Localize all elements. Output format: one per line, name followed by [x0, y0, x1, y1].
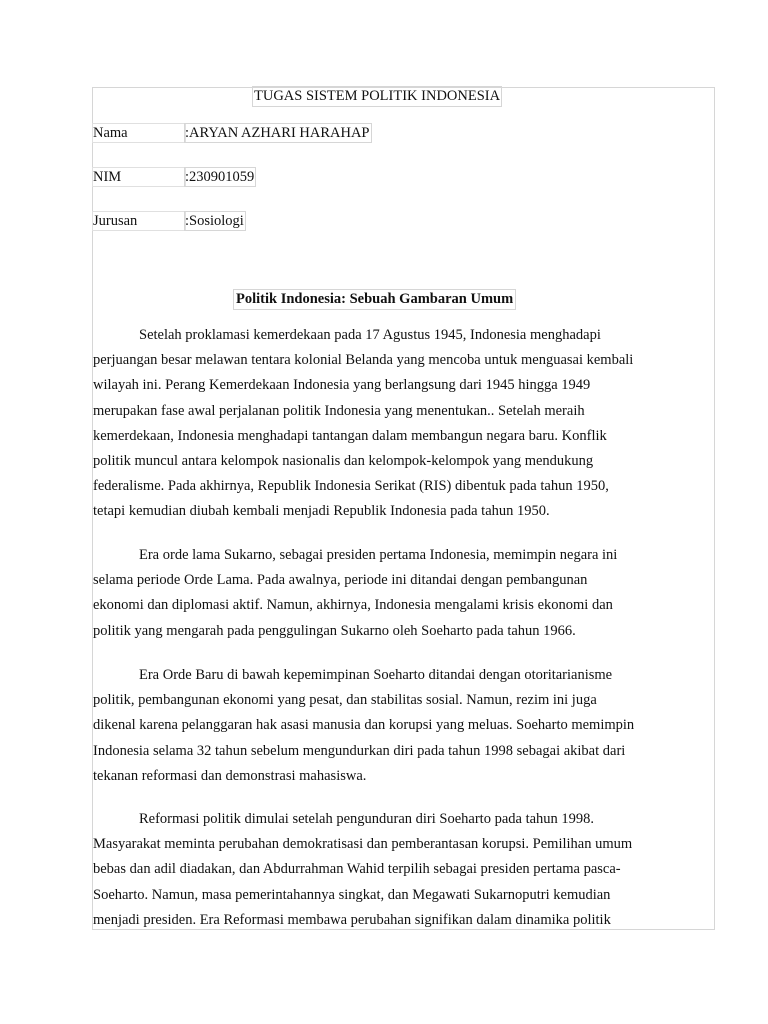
- paragraph-line: ekonomi dan diplomasi aktif. Namun, akhirnya, Indonesia mengalami krisis ekonomi dan: [93, 597, 613, 614]
- paragraph-line: tetapi kemudian diubah kembali menjadi Republik Indonesia pada tahun 1950.: [93, 503, 550, 520]
- paragraph-line: perjuangan besar melawan tentara kolonial Belanda yang mencoba untuk menguasai kembali: [93, 352, 634, 369]
- field-value: :230901059: [185, 169, 255, 185]
- paragraph-line: Era orde lama Sukarno, sebagai presiden pertama Indonesia, memimpin negara ini: [139, 547, 618, 563]
- paragraph-line: dikenal karena pelanggaran hak asasi manusia dan korupsi yang meluas. Soeharto memimpin: [93, 717, 635, 734]
- field-row-jurusan: [93, 212, 245, 230]
- paragraph-line: politik, pembangunan ekonomi yang pesat, dan stabilitas sosial. Namun, rezim ini juga: [93, 692, 597, 709]
- paragraph-line: Era Orde Baru di bawah kepemimpinan Soeharto ditandai dengan otoritarianisme: [139, 667, 613, 683]
- field-value: :ARYAN AZHARI HARAHAP: [185, 125, 370, 141]
- paragraph-line: Reformasi politik dimulai setelah pengunduran diri Soeharto pada tahun 1998.: [139, 811, 595, 827]
- paragraph-line: federalisme. Pada akhirnya, Republik Indonesia Serikat (RIS) dibentuk pada tahun 1950,: [93, 478, 609, 495]
- paragraph-line: Setelah proklamasi kemerdekaan pada 17 Agustus 1945, Indonesia menghadapi: [139, 327, 601, 343]
- paragraph-line: Soeharto. Namun, masa pemerintahannya singkat, dan Megawati Sukarnoputri kemudian: [93, 886, 611, 903]
- paragraph-line: wilayah ini. Perang Kemerdekaan Indonesia yang berlangsung dari 1945 hingga 1949: [93, 377, 591, 394]
- paragraph-4: [93, 807, 683, 933]
- field-label: Jurusan: [93, 212, 185, 230]
- field-value: :Sosiologi: [185, 213, 244, 229]
- paragraph-line: selama periode Orde Lama. Pada awalnya, periode ini ditandai dengan pembangunan: [93, 572, 588, 589]
- paragraph-line: Indonesia selama 32 tahun sebelum mengundurkan diri pada tahun 1998 sebagai akibat dari: [93, 742, 626, 759]
- document-title: TUGAS SISTEM POLITIK INDONESIA: [254, 88, 501, 104]
- field-label: Nama: [93, 124, 185, 142]
- paragraph-1: [93, 323, 683, 525]
- section-heading: Politik Indonesia: Sebuah Gambaran Umum: [236, 291, 514, 307]
- paragraph-line: merupakan fase awal perjalanan politik Indonesia yang menentukan.. Setelah meraih: [93, 402, 585, 419]
- paragraph-line: tekanan reformasi dan demonstrasi mahasiswa.: [93, 767, 367, 784]
- field-row-nim: [93, 168, 255, 186]
- field-label: NIM: [93, 168, 185, 186]
- field-row-nama: [93, 124, 371, 142]
- paragraph-2: [93, 543, 683, 644]
- paragraph-line: menjadi presiden. Era Reformasi membawa perubahan signifikan dalam dinamika politik: [93, 911, 611, 928]
- paragraph-3: [93, 663, 683, 789]
- paragraph-line: bebas dan adil diadakan, dan Abdurrahman Wahid terpilih sebagai presiden pertama pasca-: [93, 861, 621, 878]
- paragraph-line: politik muncul antara kelompok nasionalis dan kelompok-kelompok yang mendukung: [93, 453, 594, 470]
- paragraph-line: politik yang mengarah pada penggulingan Sukarno oleh Soeharto pada tahun 1966.: [93, 622, 576, 639]
- paragraph-line: kemerdekaan, Indonesia menghadapi tantangan dalam membangun negara baru. Konflik: [93, 427, 607, 444]
- paragraph-line: Masyarakat meminta perubahan demokratisasi dan pemberantasan korupsi. Pemilihan umum: [93, 836, 633, 853]
